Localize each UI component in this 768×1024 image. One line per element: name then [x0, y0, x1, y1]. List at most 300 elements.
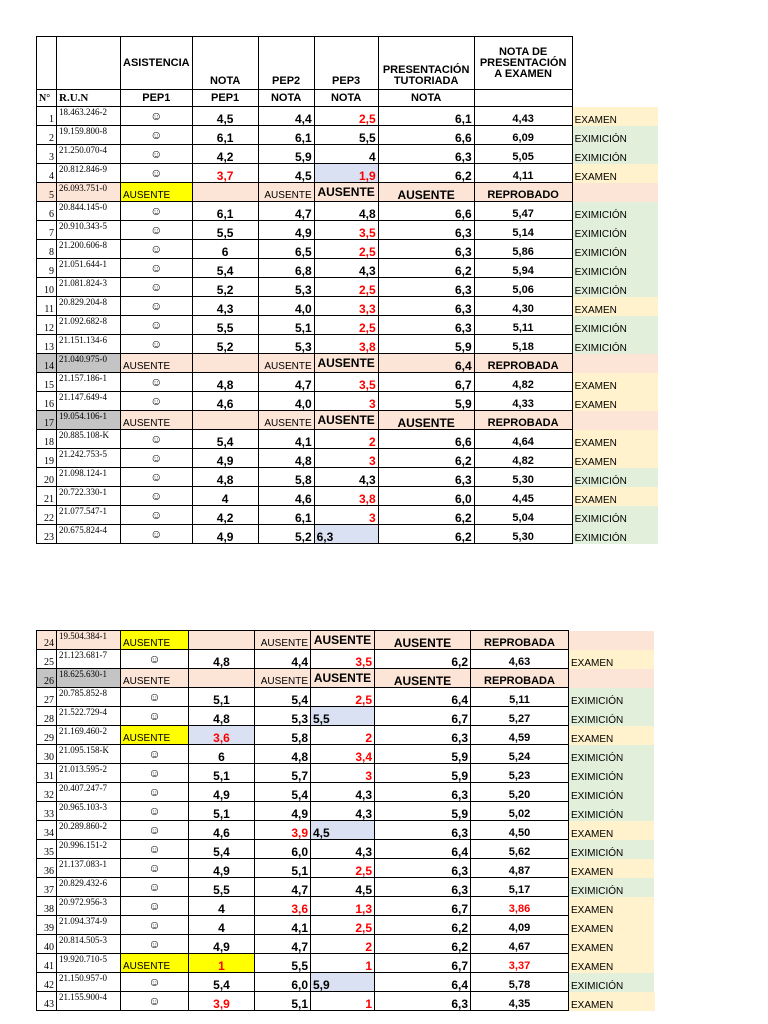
row-number: 8: [37, 240, 57, 259]
pep3-cell: 4,3: [314, 468, 378, 487]
pep2-cell: 4,9: [255, 802, 311, 821]
pep1-cell: [192, 183, 258, 202]
presentacion-cell: 5,9: [375, 802, 471, 821]
pep2-cell: 4,1: [255, 916, 311, 935]
header-pep1-asistencia: PEP1: [121, 90, 193, 107]
asistencia-cell: ☺: [121, 202, 193, 221]
presentacion-cell: AUSENTE: [375, 631, 471, 650]
pep1-cell: 4,8: [192, 373, 258, 392]
pep2-cell: 4,7: [255, 878, 311, 897]
row-number: 31: [37, 764, 57, 783]
presentacion-cell: 6,0: [378, 487, 474, 506]
nota-presentacion-cell: 4,59: [471, 726, 569, 745]
pep1-cell: 3,7: [192, 164, 258, 183]
nota-presentacion-cell: 4,09: [471, 916, 569, 935]
run-cell: 20.829.204-8: [57, 297, 121, 316]
row-number: 1: [37, 107, 57, 126]
asistencia-cell: AUSENTE: [121, 631, 189, 650]
pep1-cell: 5,2: [192, 335, 258, 354]
header-cell: [37, 37, 57, 90]
table-row: [37, 259, 659, 278]
table-row: [37, 669, 655, 688]
asistencia-cell: ☺: [121, 688, 189, 707]
table-row: [37, 449, 659, 468]
presentacion-cell: 6,4: [375, 840, 471, 859]
asistencia-cell: ☺: [121, 992, 189, 1011]
pep1-cell: 4,6: [189, 821, 255, 840]
header-row-2: [37, 90, 659, 107]
resultado-cell: EXAMEN: [572, 373, 658, 392]
pep1-cell: 3,9: [189, 992, 255, 1011]
pep2-cell: 6,5: [258, 240, 314, 259]
run-cell: 18.463.246-2: [57, 107, 121, 126]
resultado-cell: [569, 631, 655, 650]
pep2-cell: 5,8: [258, 468, 314, 487]
presentacion-cell: 6,3: [375, 992, 471, 1011]
pep3-cell: 5,5: [314, 126, 378, 145]
run-cell: 21.040.975-0: [57, 354, 121, 373]
presentacion-cell: 6,3: [375, 859, 471, 878]
row-number: 29: [37, 726, 57, 745]
resultado-cell: EXIMICIÓN: [572, 240, 658, 259]
pep3-cell: 2,5: [314, 278, 378, 297]
asistencia-cell: AUSENTE: [121, 411, 193, 430]
resultado-cell: EXAMEN: [569, 650, 655, 669]
pep2-cell: 5,9: [258, 145, 314, 164]
pep2-cell: 5,3: [258, 278, 314, 297]
pep3-cell: 2,5: [311, 688, 375, 707]
pep1-cell: 5,4: [189, 973, 255, 992]
pep2-cell: 5,3: [255, 707, 311, 726]
pep3-cell: 5,5: [311, 707, 375, 726]
resultado-cell: EXAMEN: [569, 992, 655, 1011]
pep2-cell: 6,1: [258, 126, 314, 145]
pep1-cell: 4,5: [192, 107, 258, 126]
presentacion-cell: 6,4: [375, 973, 471, 992]
nota-presentacion-cell: 5,23: [471, 764, 569, 783]
pep3-cell: 3,3: [314, 297, 378, 316]
grades-table-2: [36, 630, 655, 1011]
pep3-cell: 2,5: [314, 240, 378, 259]
header-pep3-nota: NOTA: [314, 90, 378, 107]
pep3-cell: 3,8: [314, 487, 378, 506]
asistencia-cell: ☺: [121, 373, 193, 392]
pep3-cell: 3,5: [314, 221, 378, 240]
nota-presentacion-cell: 4,35: [471, 992, 569, 1011]
pep3-cell: 2: [311, 726, 375, 745]
table-row: [37, 202, 659, 221]
asistencia-cell: AUSENTE: [121, 726, 189, 745]
presentacion-cell: 6,3: [378, 145, 474, 164]
pep1-cell: 4,9: [192, 449, 258, 468]
asistencia-cell: ☺: [121, 859, 189, 878]
table-row: [37, 297, 659, 316]
asistencia-cell: ☺: [121, 259, 193, 278]
presentacion-cell: 6,3: [375, 726, 471, 745]
resultado-cell: EXIMICIÓN: [569, 764, 655, 783]
nota-presentacion-cell: 3,37: [471, 954, 569, 973]
asistencia-cell: ☺: [121, 783, 189, 802]
pep2-cell: AUSENTE: [258, 183, 314, 202]
pep2-cell: 5,1: [258, 316, 314, 335]
row-number: 41: [37, 954, 57, 973]
resultado-cell: EXIMICIÓN: [569, 840, 655, 859]
pep2-cell: 4,4: [255, 650, 311, 669]
asistencia-cell: ☺: [121, 840, 189, 859]
presentacion-cell: 6,2: [378, 449, 474, 468]
pep1-cell: 4,9: [189, 935, 255, 954]
asistencia-cell: ☺: [121, 278, 193, 297]
table-row: [37, 525, 659, 544]
row-number: 34: [37, 821, 57, 840]
nota-presentacion-cell: 5,86: [474, 240, 572, 259]
asistencia-cell: AUSENTE: [121, 183, 193, 202]
resultado-cell: EXAMEN: [569, 726, 655, 745]
pep2-cell: 4,4: [258, 107, 314, 126]
row-number: 15: [37, 373, 57, 392]
presentacion-cell: 6,6: [378, 430, 474, 449]
table-row: [37, 745, 655, 764]
run-cell: 21.155.900-4: [57, 992, 121, 1011]
run-cell: 20.829.432-6: [57, 878, 121, 897]
header-pep3: PEP3: [314, 37, 378, 90]
pep3-cell: 1,9: [314, 164, 378, 183]
pep1-cell: 5,5: [189, 878, 255, 897]
nota-presentacion-cell: 3,86: [471, 897, 569, 916]
header-asistencia: ASISTENCIA: [121, 37, 193, 90]
asistencia-cell: ☺: [121, 916, 189, 935]
presentacion-cell: 6,2: [378, 525, 474, 544]
run-cell: 20.785.852-8: [57, 688, 121, 707]
pep1-cell: 6: [189, 745, 255, 764]
presentacion-cell: 6,3: [378, 221, 474, 240]
nota-presentacion-cell: 5,11: [471, 688, 569, 707]
resultado-cell: EXIMICIÓN: [569, 688, 655, 707]
table-row: [37, 316, 659, 335]
table-row: [37, 954, 655, 973]
asistencia-cell: ☺: [121, 878, 189, 897]
pep2-cell: 4,7: [258, 373, 314, 392]
resultado-cell: EXAMEN: [572, 487, 658, 506]
resultado-cell: EXAMEN: [572, 164, 658, 183]
row-number: 27: [37, 688, 57, 707]
row-number: 11: [37, 297, 57, 316]
asistencia-cell: ☺: [121, 107, 193, 126]
header-blank: [474, 90, 572, 107]
pep1-cell: 4: [192, 487, 258, 506]
run-cell: 21.013.595-2: [57, 764, 121, 783]
presentacion-cell: 6,7: [375, 897, 471, 916]
pep1-cell: 4,3: [192, 297, 258, 316]
presentacion-cell: 6,1: [378, 107, 474, 126]
run-cell: 20.885.108-K: [57, 430, 121, 449]
row-number: 3: [37, 145, 57, 164]
header-pep2: PEP2: [258, 37, 314, 90]
pep2-cell: 4,5: [258, 164, 314, 183]
header-numero: N°: [37, 90, 57, 107]
pep1-cell: 5,4: [189, 840, 255, 859]
grades-table-1: [36, 36, 659, 544]
header-nota: NOTA: [192, 37, 258, 90]
nota-presentacion-cell: 4,64: [474, 430, 572, 449]
row-number: 22: [37, 506, 57, 525]
pep3-cell: 4,3: [311, 783, 375, 802]
row-number: 18: [37, 430, 57, 449]
row-number: 28: [37, 707, 57, 726]
row-number: 20: [37, 468, 57, 487]
table-row: [37, 688, 655, 707]
row-number: 14: [37, 354, 57, 373]
presentacion-cell: 6,3: [375, 821, 471, 840]
header-presentacion-nota: NOTA: [378, 90, 474, 107]
nota-presentacion-cell: REPROBADA: [474, 354, 572, 373]
run-cell: 20.675.824-4: [57, 525, 121, 544]
nota-presentacion-cell: 4,67: [471, 935, 569, 954]
row-number: 32: [37, 783, 57, 802]
run-cell: 21.092.682-8: [57, 316, 121, 335]
run-cell: 20.972.956-3: [57, 897, 121, 916]
resultado-cell: EXIMICIÓN: [572, 221, 658, 240]
pep2-cell: 5,1: [255, 859, 311, 878]
row-number: 4: [37, 164, 57, 183]
resultado-cell: EXIMICIÓN: [572, 525, 658, 544]
pep2-cell: 5,8: [255, 726, 311, 745]
pep2-cell: 5,7: [255, 764, 311, 783]
presentacion-cell: 6,3: [378, 240, 474, 259]
pep3-cell: 4,5: [311, 878, 375, 897]
nota-presentacion-cell: 5,27: [471, 707, 569, 726]
pep3-cell: 4,3: [314, 259, 378, 278]
presentacion-cell: 6,2: [378, 164, 474, 183]
row-number: 33: [37, 802, 57, 821]
table-row: [37, 935, 655, 954]
row-number: 40: [37, 935, 57, 954]
pep2-cell: 4,7: [255, 935, 311, 954]
row-number: 30: [37, 745, 57, 764]
table-row: [37, 506, 659, 525]
resultado-cell: EXIMICIÓN: [572, 145, 658, 164]
nota-presentacion-cell: 4,45: [474, 487, 572, 506]
run-cell: 21.522.729-4: [57, 707, 121, 726]
row-number: 16: [37, 392, 57, 411]
pep3-cell: 5,9: [311, 973, 375, 992]
asistencia-cell: ☺: [121, 650, 189, 669]
presentacion-cell: 6,3: [378, 316, 474, 335]
presentacion-cell: 5,9: [375, 764, 471, 783]
row-number: 9: [37, 259, 57, 278]
pep3-cell: AUSENTE: [311, 631, 375, 650]
nota-presentacion-cell: 5,62: [471, 840, 569, 859]
table-row: [37, 650, 655, 669]
table-row: [37, 411, 659, 430]
resultado-cell: EXAMEN: [569, 897, 655, 916]
row-number: 10: [37, 278, 57, 297]
pep1-cell: 5,4: [192, 430, 258, 449]
table-row: [37, 468, 659, 487]
asistencia-cell: AUSENTE: [121, 669, 189, 688]
pep3-cell: 2: [314, 430, 378, 449]
nota-presentacion-cell: 5,20: [471, 783, 569, 802]
nota-presentacion-cell: 5,30: [474, 468, 572, 487]
nota-presentacion-cell: 4,82: [474, 373, 572, 392]
pep3-cell: 2,5: [311, 916, 375, 935]
asistencia-cell: ☺: [121, 468, 193, 487]
run-cell: 21.051.644-1: [57, 259, 121, 278]
presentacion-cell: 6,2: [378, 506, 474, 525]
pep1-cell: [189, 669, 255, 688]
run-cell: 20.722.330-1: [57, 487, 121, 506]
presentacion-cell: 6,2: [375, 935, 471, 954]
resultado-cell: EXIMICIÓN: [572, 468, 658, 487]
header-row-1: [37, 37, 659, 90]
asistencia-cell: ☺: [121, 221, 193, 240]
pep1-cell: 5,5: [192, 221, 258, 240]
nota-presentacion-cell: 4,63: [471, 650, 569, 669]
pep2-cell: 4,0: [258, 297, 314, 316]
asistencia-cell: ☺: [121, 430, 193, 449]
pep1-cell: 4,2: [192, 145, 258, 164]
pep3-cell: AUSENTE: [314, 354, 378, 373]
pep2-cell: 4,9: [258, 221, 314, 240]
run-cell: 21.081.824-3: [57, 278, 121, 297]
pep3-cell: 4,3: [311, 802, 375, 821]
table-row: [37, 145, 659, 164]
asistencia-cell: ☺: [121, 316, 193, 335]
presentacion-cell: AUSENTE: [375, 669, 471, 688]
table-1-body: [37, 107, 659, 544]
header-pep1-nota: PEP1: [192, 90, 258, 107]
pep3-cell: 4,3: [311, 840, 375, 859]
pep1-cell: 5,1: [189, 802, 255, 821]
resultado-cell: EXAMEN: [569, 935, 655, 954]
pep3-cell: 3: [314, 506, 378, 525]
nota-presentacion-cell: 5,06: [474, 278, 572, 297]
pep2-cell: 5,5: [255, 954, 311, 973]
run-cell: 26.093.751-0: [57, 183, 121, 202]
run-cell: 19.920.710-5: [57, 954, 121, 973]
nota-presentacion-cell: 5,94: [474, 259, 572, 278]
row-number: 36: [37, 859, 57, 878]
row-number: 25: [37, 650, 57, 669]
asistencia-cell: ☺: [121, 525, 193, 544]
run-cell: 21.200.606-8: [57, 240, 121, 259]
presentacion-cell: 6,3: [378, 297, 474, 316]
resultado-cell: EXIMICIÓN: [569, 783, 655, 802]
table-row: [37, 859, 655, 878]
nota-presentacion-cell: 5,14: [474, 221, 572, 240]
nota-presentacion-cell: 5,30: [474, 525, 572, 544]
table-row: [37, 240, 659, 259]
nota-presentacion-cell: 4,50: [471, 821, 569, 840]
run-cell: 20.965.103-3: [57, 802, 121, 821]
row-number: 23: [37, 525, 57, 544]
pep1-cell: 6,1: [192, 126, 258, 145]
row-number: 21: [37, 487, 57, 506]
pep3-cell: 3,5: [311, 650, 375, 669]
resultado-cell: EXAMEN: [569, 859, 655, 878]
pep2-cell: 5,4: [255, 783, 311, 802]
row-number: 42: [37, 973, 57, 992]
pep3-cell: 2: [311, 935, 375, 954]
pep2-cell: AUSENTE: [258, 411, 314, 430]
pep3-cell: 3: [314, 392, 378, 411]
pep1-cell: 4,6: [192, 392, 258, 411]
row-number: 37: [37, 878, 57, 897]
table-row: [37, 373, 659, 392]
pep2-cell: 4,8: [258, 449, 314, 468]
pep3-cell: AUSENTE: [314, 183, 378, 202]
pep1-cell: 3,6: [189, 726, 255, 745]
asistencia-cell: ☺: [121, 707, 189, 726]
pep2-cell: 3,9: [255, 821, 311, 840]
row-number: 39: [37, 916, 57, 935]
pep3-cell: AUSENTE: [314, 411, 378, 430]
pep3-cell: 4,8: [314, 202, 378, 221]
nota-presentacion-cell: 5,05: [474, 145, 572, 164]
run-cell: 20.996.151-2: [57, 840, 121, 859]
nota-presentacion-cell: REPROBADA: [471, 669, 569, 688]
pep2-cell: 4,6: [258, 487, 314, 506]
header-cell: [57, 37, 121, 90]
nota-presentacion-cell: 4,87: [471, 859, 569, 878]
resultado-cell: [569, 669, 655, 688]
table-row: [37, 354, 659, 373]
row-number: 2: [37, 126, 57, 145]
run-cell: 20.812.846-9: [57, 164, 121, 183]
pep1-cell: [192, 354, 258, 373]
resultado-cell: EXIMICIÓN: [569, 878, 655, 897]
pep1-cell: 5,1: [189, 688, 255, 707]
asistencia-cell: ☺: [121, 449, 193, 468]
table-row: [37, 992, 655, 1011]
pep1-cell: 4,9: [189, 783, 255, 802]
asistencia-cell: ☺: [121, 145, 193, 164]
presentacion-cell: 6,2: [375, 650, 471, 669]
asistencia-cell: ☺: [121, 392, 193, 411]
nota-presentacion-cell: REPROBADA: [471, 631, 569, 650]
pep3-cell: 3,8: [314, 335, 378, 354]
run-cell: 19.159.800-8: [57, 126, 121, 145]
pep1-cell: 4,9: [192, 525, 258, 544]
table-row: [37, 183, 659, 202]
resultado-cell: EXIMICIÓN: [569, 745, 655, 764]
pep3-cell: 6,3: [314, 525, 378, 544]
pep3-cell: 1: [311, 954, 375, 973]
pep3-cell: 3,4: [311, 745, 375, 764]
pep3-cell: 4,5: [311, 821, 375, 840]
resultado-cell: EXIMICIÓN: [572, 335, 658, 354]
presentacion-cell: 6,7: [375, 707, 471, 726]
run-cell: 20.289.860-2: [57, 821, 121, 840]
pep2-cell: 4,7: [258, 202, 314, 221]
pep2-cell: 6,0: [255, 973, 311, 992]
table-row: [37, 278, 659, 297]
nota-presentacion-cell: 4,43: [474, 107, 572, 126]
nota-presentacion-cell: 5,78: [471, 973, 569, 992]
presentacion-cell: 6,7: [378, 373, 474, 392]
nota-presentacion-cell: 5,17: [471, 878, 569, 897]
table-row: [37, 221, 659, 240]
presentacion-cell: 6,4: [375, 688, 471, 707]
pep3-cell: 3: [311, 764, 375, 783]
row-number: 17: [37, 411, 57, 430]
nota-presentacion-cell: 5,11: [474, 316, 572, 335]
pep3-cell: 1,3: [311, 897, 375, 916]
run-cell: 21.095.158-K: [57, 745, 121, 764]
nota-presentacion-cell: 5,47: [474, 202, 572, 221]
table-row: [37, 916, 655, 935]
resultado-cell: [572, 183, 658, 202]
